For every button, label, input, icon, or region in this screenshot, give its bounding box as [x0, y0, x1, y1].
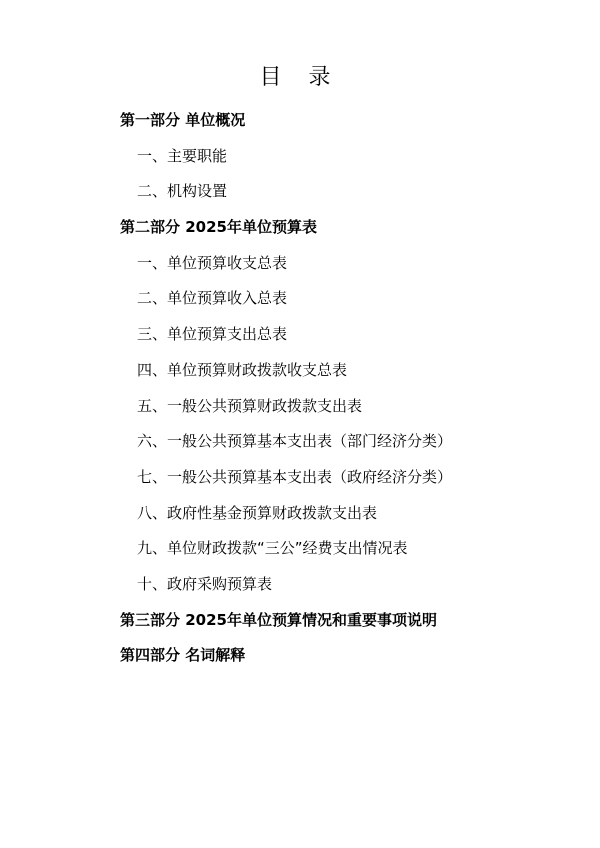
toc-entry-table-5: 五、一般公共预算财政拨款支出表	[137, 396, 363, 415]
toc-entry-main-functions: 一、主要职能	[137, 146, 228, 165]
toc-part-1: 第一部分 单位概况	[120, 111, 246, 129]
toc-entry-table-10: 十、政府采购预算表	[137, 574, 273, 593]
toc-list	[0, 107, 600, 678]
toc-part-2: 第二部分 2025年单位预算表	[120, 218, 317, 237]
toc-entry-table-7: 七、一般公共预算基本支出表（政府经济分类）	[137, 467, 453, 486]
toc-title: 目 录	[259, 65, 341, 90]
toc-entry-org-structure: 二、机构设置	[137, 182, 228, 201]
toc-entry-table-4: 四、单位预算财政拨款收支总表	[137, 360, 348, 379]
toc-part-4: 第四部分 名词解释	[120, 646, 246, 665]
toc-entry-table-6: 六、一般公共预算基本支出表（部门经济分类）	[137, 432, 453, 451]
toc-entry-table-1: 一、单位预算收支总表	[137, 253, 288, 272]
toc-entry-table-8: 八、政府性基金预算财政拨款支出表	[137, 503, 378, 522]
toc-entry-table-9: 九、单位财政拨款“三公”经费支出情况表	[137, 539, 408, 558]
toc-entry-table-3: 三、单位预算支出总表	[137, 325, 288, 344]
toc-part-3: 第三部分 2025年单位预算情况和重要事项说明	[120, 610, 437, 629]
toc-entry-table-2: 二、单位预算收入总表	[137, 289, 288, 308]
